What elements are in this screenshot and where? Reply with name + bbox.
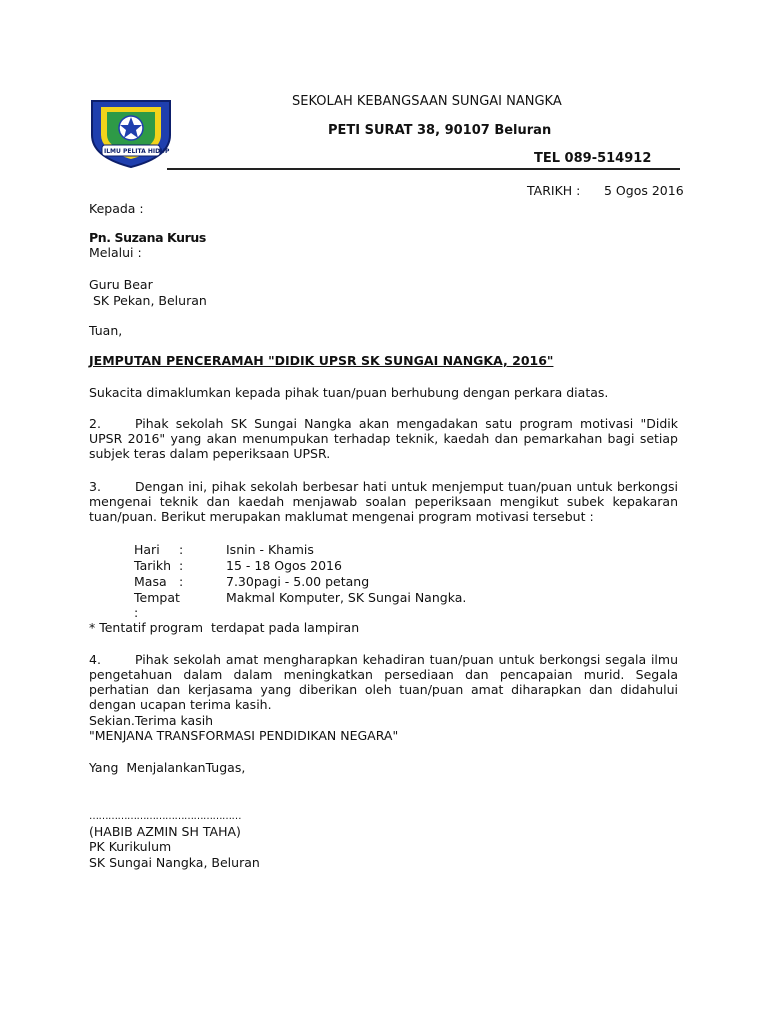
paragraph-3: [89, 479, 678, 524]
intro-paragraph: Sukacita dimaklumkan kepada pihak tuan/puan berhubung dengan perkara diatas.: [89, 385, 609, 400]
signatory-name: (HABIB AZMIN SH TAHA): [89, 824, 241, 839]
detail-value: Isnin - Khamis: [226, 542, 314, 557]
paragraph-4-text: Pihak sekolah amat mengharapkan kehadiran tuan/puan untuk berkongsi segala ilmu pengetahuan dalam dalam meningkatkan persediaan dan pencapaian murid. Segala perhatian dan kerjasama yang diberikan oleh tuan/puan amat diharapkan dan didahului dengan ucapan terima kasih.: [89, 652, 678, 712]
paragraph-2-text: Pihak sekolah SK Sungai Nangka akan mengadakan satu program motivasi "Didik UPSR 2016" yang akan menumpukan terhadap teknik, kaedah dan pemarkahan bagi setiap subjek teras dalam peperiksaan UPSR.: [89, 416, 678, 461]
signature-line: …………………………………………: [89, 811, 241, 822]
paragraph-2-number: 2.: [89, 416, 101, 431]
logo-motto: ILMU PELITA HIDUP: [104, 148, 170, 155]
via-line-2: SK Pekan, Beluran: [89, 293, 207, 308]
school-telephone: TEL 089-514912: [534, 151, 652, 166]
header-divider: [167, 168, 680, 170]
date-label: TARIKH :: [527, 183, 581, 198]
school-name: SEKOLAH KEBANGSAAN SUNGAI NANGKA: [292, 94, 562, 109]
closing-motto: "MENJANA TRANSFORMASI PENDIDIKAN NEGARA": [89, 728, 399, 743]
school-crest-logo: [88, 95, 174, 169]
detail-key: Tarikh: [134, 558, 171, 573]
via-label: Melalui :: [89, 245, 142, 260]
detail-colon: :: [179, 542, 184, 557]
recipient-name: Pn. Suzana Kurus: [89, 230, 206, 245]
detail-value: 7.30pagi - 5.00 petang: [226, 574, 370, 589]
signatory-title: PK Kurikulum: [89, 839, 172, 854]
tentative-note: * Tentatif program terdapat pada lampiran: [89, 620, 360, 635]
closing-thanks: Sekian.Terima kasih: [89, 713, 214, 728]
via-line-1: Guru Bear: [89, 277, 153, 292]
paragraph-2: [89, 416, 678, 461]
detail-value: 15 - 18 Ogos 2016: [226, 558, 342, 573]
paragraph-4-number: 4.: [89, 652, 101, 667]
detail-key: Hari: [134, 542, 160, 557]
closing-duty: Yang MenjalankanTugas,: [89, 760, 246, 775]
school-address: PETI SURAT 38, 90107 Beluran: [328, 123, 552, 138]
paragraph-3-number: 3.: [89, 479, 101, 494]
paragraph-4: [89, 652, 678, 712]
detail-colon: :: [179, 558, 184, 573]
paragraph-3-text: Dengan ini, pihak sekolah berbesar hati untuk menjemput tuan/puan untuk berkongsi mengenai teknik dan kaedah menjawab soalan peperiksaan mengikut subek kepakaran tuan/puan. Berikut merupakan maklumat mengenai program motivasi tersebut :: [89, 479, 678, 524]
detail-colon: :: [179, 574, 184, 589]
detail-key: Tempat :: [134, 590, 180, 620]
date-value: 5 Ogos 2016: [604, 183, 684, 198]
to-label: Kepada :: [89, 201, 144, 216]
salutation: Tuan,: [89, 323, 123, 338]
detail-key: Masa: [134, 574, 167, 589]
letter-subject: JEMPUTAN PENCERAMAH "DIDIK UPSR SK SUNGAI NANGKA, 2016": [89, 353, 554, 368]
detail-value: Makmal Komputer, SK Sungai Nangka.: [226, 590, 467, 605]
signatory-school: SK Sungai Nangka, Beluran: [89, 855, 260, 870]
